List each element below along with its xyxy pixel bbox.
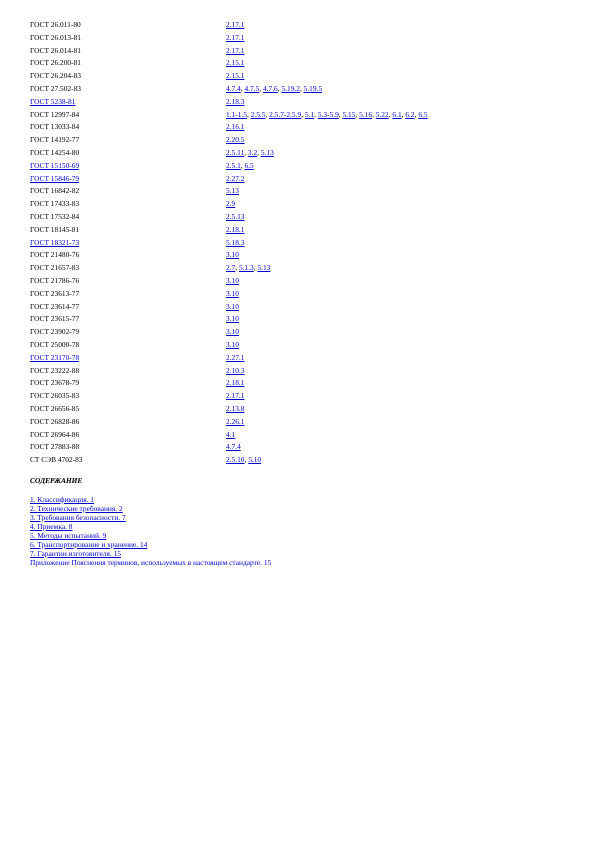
reference-points (226, 365, 428, 378)
point-separator: , (257, 147, 261, 157)
point-separator: , (299, 83, 304, 93)
reference-document: ГОСТ 26.011-80 (30, 20, 81, 29)
point-separator: , (338, 109, 343, 119)
point-separator: , (246, 109, 251, 119)
reference-document[interactable]: ГОСТ 15846-79 (30, 173, 80, 183)
reference-points (226, 275, 428, 288)
reference-row (30, 339, 428, 352)
toc-link[interactable]: 1. Классификация. 1 (30, 495, 95, 504)
point-link[interactable]: 2.5.1 (226, 160, 241, 170)
point-link[interactable]: 5.1.3 (238, 263, 254, 273)
reference-points (226, 211, 428, 224)
point-link[interactable]: 3.10 (226, 327, 239, 337)
reference-row (30, 454, 428, 467)
point-separator: , (372, 109, 376, 119)
point-link[interactable]: 2.13.8 (226, 403, 245, 413)
toc-link[interactable]: 5. Методы испытаний. 9 (30, 531, 107, 540)
point-link[interactable]: 3.10 (226, 288, 239, 298)
point-separator: , (240, 83, 245, 93)
reference-document[interactable]: ГОСТ 5238-81 (30, 96, 76, 106)
point-separator: , (355, 109, 360, 119)
point-link[interactable]: 5.3-5.9 (317, 109, 339, 119)
point-link[interactable]: 5.18.3 (226, 237, 245, 247)
point-separator: , (388, 109, 393, 119)
point-separator: , (314, 109, 318, 119)
toc-title: СОДЕРЖАНИЕ (30, 476, 83, 485)
reference-row (30, 45, 428, 58)
point-separator: , (401, 109, 406, 119)
point-link[interactable]: 5.13 (260, 147, 274, 157)
reference-document: ГОСТ 14254-80 (30, 147, 80, 157)
point-link[interactable]: 2.5.5 (250, 109, 266, 119)
point-link[interactable]: 2.5.7-2.5.9 (269, 109, 302, 119)
reference-row (30, 19, 428, 32)
reference-document: ГОСТ 16842-82 (30, 186, 80, 196)
reference-document: ГОСТ 23902-79 (30, 327, 80, 337)
point-link[interactable]: 2.7 (226, 263, 236, 273)
reference-document[interactable]: ГОСТ 15150-69 (30, 160, 80, 170)
reference-document[interactable]: ГОСТ 23170-78 (30, 352, 80, 362)
point-link[interactable]: 3.10 (226, 339, 239, 349)
point-link[interactable]: 3.10 (226, 301, 239, 311)
point-link[interactable]: 6.1 (392, 109, 402, 119)
reference-points (226, 441, 428, 454)
reference-points (226, 390, 428, 403)
point-link[interactable]: 2.17.1 (226, 20, 245, 29)
point-link[interactable]: 1.1-1.5 (226, 109, 247, 119)
reference-row (30, 211, 428, 224)
point-link[interactable]: 3.10 (226, 275, 239, 285)
point-link[interactable]: 5.19.2 (281, 83, 300, 93)
reference-row (30, 326, 428, 339)
point-separator: , (301, 109, 305, 119)
reference-points (226, 262, 428, 275)
point-separator: , (259, 83, 263, 93)
reference-document: ГОСТ 26.013-81 (30, 32, 81, 42)
reference-document: ГОСТ 17433-83 (30, 199, 80, 209)
reference-row (30, 441, 428, 454)
reference-row (30, 57, 428, 70)
point-link[interactable]: 2.10.3 (226, 365, 245, 375)
reference-row (30, 390, 428, 403)
point-link[interactable]: 6.2 (405, 109, 415, 119)
point-link[interactable]: 5.13 (226, 186, 239, 196)
reference-document: ГОСТ 23678-79 (30, 378, 80, 388)
toc-link[interactable]: 3. Требования безопасности. 7 (30, 513, 126, 522)
point-link[interactable]: 5.22 (375, 109, 389, 119)
toc-item (30, 558, 271, 567)
reference-document: ГОСТ 12997-84 (30, 109, 80, 119)
reference-row (30, 365, 428, 378)
reference-document: ГОСТ 14192-77 (30, 135, 80, 145)
point-link[interactable]: 2.27.1 (226, 352, 245, 362)
point-link[interactable]: 2.17.1 (226, 391, 245, 401)
reference-document: ГОСТ 23615-77 (30, 314, 80, 324)
reference-row (30, 198, 428, 211)
reference-points (226, 160, 428, 173)
reference-row (30, 160, 428, 173)
reference-document: ГОСТ 25000-78 (30, 339, 80, 349)
point-separator: , (253, 263, 258, 273)
reference-document: ГОСТ 26.014-81 (30, 45, 81, 55)
reference-row (30, 429, 428, 442)
point-link[interactable]: 3.10 (226, 314, 239, 324)
toc-item (30, 495, 271, 504)
point-link[interactable]: 4.7.5 (244, 83, 260, 93)
point-link[interactable]: 3.2 (247, 147, 258, 157)
point-separator: , (235, 263, 239, 273)
toc-item (30, 531, 271, 540)
toc-list (30, 495, 271, 567)
reference-document: ГОСТ 23614-77 (30, 301, 80, 311)
reference-points (226, 70, 428, 83)
reference-document: ГОСТ 26656-85 (30, 403, 80, 413)
reference-points (226, 134, 428, 147)
toc-link[interactable]: 6. Транспортирование и хранение. 14 (30, 540, 148, 549)
reference-document: ГОСТ 21786-76 (30, 275, 80, 285)
reference-document: ГОСТ 21657-83 (30, 263, 80, 273)
reference-document: ГОСТ 26964-86 (30, 429, 80, 439)
point-separator: , (244, 147, 248, 157)
point-link[interactable]: 2.18.1 (226, 378, 245, 388)
point-link[interactable]: 5.13 (257, 263, 271, 273)
reference-points (226, 288, 428, 301)
reference-row (30, 83, 428, 96)
reference-points (226, 109, 428, 122)
toc-link[interactable]: 4. Приемка. 8 (30, 522, 73, 531)
reference-row (30, 403, 428, 416)
reference-row (30, 313, 428, 326)
reference-document: ГОСТ 26035-83 (30, 391, 80, 401)
reference-row (30, 288, 428, 301)
reference-row (30, 262, 428, 275)
reference-row (30, 377, 428, 390)
reference-document: ГОСТ 26.200-81 (30, 58, 81, 68)
point-link[interactable]: 6.5 (418, 109, 428, 119)
point-link[interactable]: 2.16.1 (226, 122, 245, 132)
reference-points (226, 326, 428, 339)
point-link[interactable]: 5.16 (359, 109, 373, 119)
point-link[interactable]: 2.20.5 (226, 135, 245, 145)
point-link[interactable]: 4.7.4 (226, 442, 241, 452)
point-link[interactable]: 3.10 (226, 250, 239, 260)
point-link[interactable]: 6.5 (244, 160, 254, 170)
point-link[interactable]: 4.7.4 (226, 83, 241, 93)
reference-row (30, 416, 428, 429)
point-link[interactable]: 2.17.1 (226, 32, 245, 42)
reference-points (226, 121, 428, 134)
toc-link[interactable]: 7. Гарантии изготовителя. 15 (30, 549, 121, 558)
reference-points (226, 416, 428, 429)
reference-row (30, 237, 428, 250)
reference-row (30, 224, 428, 237)
reference-row (30, 121, 428, 134)
point-link[interactable]: 2.26.1 (226, 416, 245, 426)
point-link[interactable]: 2.5.13 (226, 211, 245, 221)
reference-points (226, 83, 428, 96)
reference-points (226, 249, 428, 262)
point-separator: , (240, 160, 245, 170)
reference-points (226, 224, 428, 237)
reference-points (226, 237, 428, 250)
reference-document: ГОСТ 26828-86 (30, 416, 80, 426)
reference-document: СТ СЭВ 4702-83 (30, 455, 83, 465)
point-link[interactable]: 5.19.5 (303, 83, 323, 93)
reference-points (226, 352, 428, 365)
reference-document: ГОСТ 27.502-83 (30, 83, 81, 93)
toc-item (30, 504, 271, 513)
reference-points (226, 45, 428, 58)
reference-document: ГОСТ 23613-77 (30, 288, 80, 298)
point-link[interactable]: 2.9 (226, 199, 236, 209)
reference-row (30, 185, 428, 198)
reference-document: ГОСТ 27883-88 (30, 442, 80, 452)
reference-row (30, 275, 428, 288)
point-link[interactable]: 5.10 (248, 455, 262, 465)
reference-row (30, 134, 428, 147)
point-separator: , (277, 83, 282, 93)
reference-row (30, 109, 428, 122)
reference-points (226, 185, 428, 198)
reference-points (226, 454, 428, 467)
reference-points (226, 339, 428, 352)
reference-row (30, 96, 428, 109)
references-body (30, 19, 428, 467)
point-separator: , (244, 455, 249, 465)
reference-document: ГОСТ 21480-76 (30, 250, 80, 260)
reference-row (30, 70, 428, 83)
point-link[interactable]: 2.15.1 (226, 71, 245, 81)
reference-points (226, 429, 428, 442)
reference-points (226, 301, 428, 314)
point-link[interactable]: 5.15 (342, 109, 356, 119)
point-link[interactable]: 2.18.1 (226, 224, 245, 234)
point-link[interactable]: 2.5.10 (226, 455, 245, 465)
toc-item (30, 540, 271, 549)
point-link[interactable]: 2.5.11 (226, 147, 245, 157)
references-table (30, 19, 428, 467)
reference-points (226, 198, 428, 211)
point-link[interactable]: 4.7.6 (262, 83, 278, 93)
reference-document: ГОСТ 23222-88 (30, 365, 80, 375)
toc-item (30, 513, 271, 522)
point-link[interactable]: 2.27.2 (226, 173, 245, 183)
reference-points (226, 32, 428, 45)
reference-document: ГОСТ 17532-84 (30, 211, 80, 221)
toc-link[interactable]: Приложение Пояснения терминов, используемых в настоящем стандарте. 15 (30, 558, 272, 567)
reference-points (226, 57, 428, 70)
reference-points (226, 96, 428, 109)
reference-document: ГОСТ 13033-84 (30, 122, 80, 132)
reference-points (226, 147, 428, 160)
reference-document: ГОСТ 26.204-83 (30, 71, 81, 81)
reference-row (30, 301, 428, 314)
point-separator: , (265, 109, 270, 119)
point-link[interactable]: 4.1 (226, 429, 236, 439)
reference-document[interactable]: ГОСТ 18321-73 (30, 237, 80, 247)
reference-points (226, 173, 428, 186)
point-link[interactable]: 2.15.1 (226, 58, 245, 68)
toc-item (30, 549, 271, 558)
reference-document: ГОСТ 18145-81 (30, 224, 80, 234)
reference-points (226, 377, 428, 390)
reference-row (30, 352, 428, 365)
point-link[interactable]: 2.17.1 (226, 45, 245, 55)
point-link[interactable]: 5.1 (304, 109, 315, 119)
point-separator: , (414, 109, 419, 119)
reference-row (30, 249, 428, 262)
point-link[interactable]: 2.18.3 (226, 96, 245, 106)
reference-row (30, 173, 428, 186)
reference-points (226, 403, 428, 416)
reference-points (226, 313, 428, 326)
toc-link[interactable]: 2. Технические требования. 2 (30, 504, 123, 513)
toc-item (30, 522, 271, 531)
reference-points (226, 19, 428, 32)
reference-row (30, 32, 428, 45)
reference-row (30, 147, 428, 160)
